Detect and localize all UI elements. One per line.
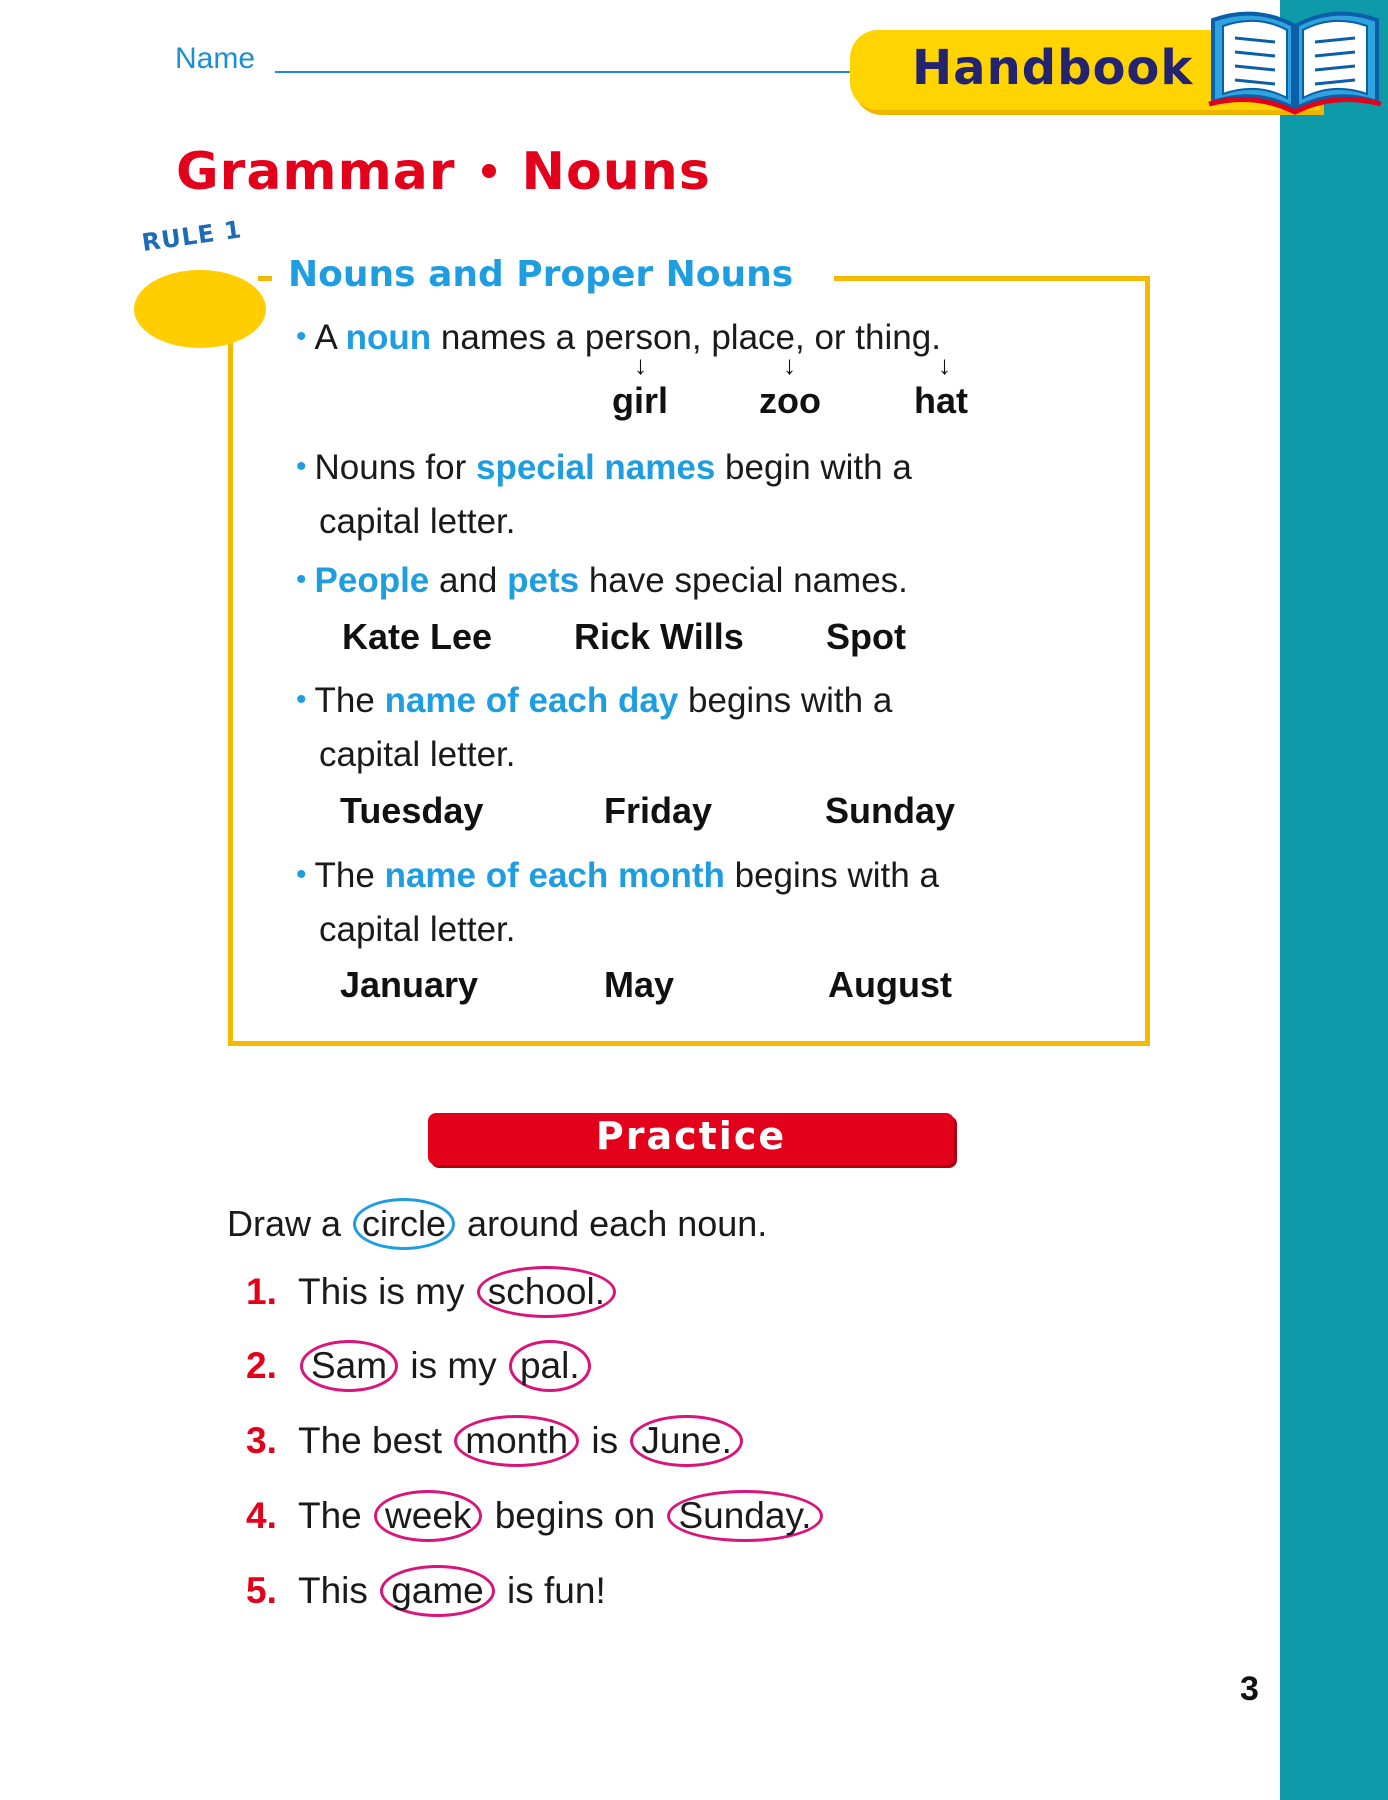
circled-noun[interactable]: school. bbox=[477, 1266, 616, 1318]
item-text: This bbox=[298, 1570, 379, 1611]
bullet-dot: • bbox=[296, 563, 307, 596]
title-bullet-dot bbox=[482, 164, 496, 178]
example-day: Tuesday bbox=[340, 790, 484, 831]
rule-bullet-5-cont: capital letter. bbox=[319, 910, 516, 949]
rule-bullet-2-cont: capital letter. bbox=[319, 502, 516, 541]
item-number: 5. bbox=[246, 1570, 277, 1611]
bullet-dot: • bbox=[296, 320, 307, 353]
item-text: is my bbox=[400, 1345, 507, 1386]
example-month: August bbox=[828, 964, 952, 1005]
arrow-down-icon: ↓ bbox=[783, 350, 796, 380]
arrow-down-icon: ↓ bbox=[938, 350, 951, 380]
practice-label: Practice bbox=[595, 1114, 787, 1158]
item-text: is bbox=[581, 1420, 629, 1461]
bullet-dot: • bbox=[296, 858, 307, 891]
example-word: zoo bbox=[759, 380, 821, 421]
example-word: hat bbox=[914, 380, 968, 421]
item-text: The bbox=[298, 1495, 373, 1536]
example-circle: circle bbox=[353, 1198, 455, 1250]
item-number: 2. bbox=[246, 1345, 277, 1386]
practice-item bbox=[246, 1565, 606, 1617]
item-text: This is my bbox=[298, 1271, 475, 1312]
title-grammar: Grammar bbox=[176, 142, 456, 202]
arrow-down-icon: ↓ bbox=[634, 350, 647, 380]
practice-instruction: Draw a circle around each noun. bbox=[227, 1198, 767, 1250]
handbook-label: Handbook bbox=[912, 40, 1194, 96]
item-number: 3. bbox=[246, 1420, 277, 1461]
bullet-dot: • bbox=[296, 683, 307, 716]
rule-heading: Nouns and Proper Nouns bbox=[288, 254, 794, 295]
circled-noun[interactable]: pal. bbox=[509, 1340, 591, 1392]
page-title bbox=[176, 142, 711, 202]
open-book-icon bbox=[1205, 0, 1385, 115]
example-name: Kate Lee bbox=[342, 616, 493, 657]
item-number: 4. bbox=[246, 1495, 277, 1536]
rule-bullet-3: • People and pets have special names. bbox=[296, 561, 908, 600]
practice-item bbox=[246, 1415, 745, 1467]
item-text: The best bbox=[298, 1420, 453, 1461]
item-number: 1. bbox=[246, 1271, 277, 1312]
rule-bullet-2: • Nouns for special names begin with a bbox=[296, 448, 912, 487]
circled-noun[interactable]: game bbox=[380, 1565, 495, 1617]
rule-bullet-5: • The name of each month begins with a bbox=[296, 856, 939, 895]
rule-bullet-4: • The name of each day begins with a bbox=[296, 681, 893, 720]
page-number: 3 bbox=[1240, 1670, 1259, 1708]
example-name: Spot bbox=[826, 616, 906, 657]
example-month: May bbox=[604, 964, 675, 1005]
rule-bullet-4-cont: capital letter. bbox=[319, 735, 516, 774]
practice-item bbox=[246, 1340, 593, 1392]
example-day: Friday bbox=[604, 790, 713, 831]
title-nouns: Nouns bbox=[521, 142, 711, 202]
practice-item bbox=[246, 1266, 618, 1318]
example-month: January bbox=[340, 964, 479, 1005]
example-word: girl bbox=[612, 380, 669, 421]
rule-badge bbox=[134, 270, 266, 348]
circled-noun[interactable]: Sunday. bbox=[667, 1490, 822, 1542]
item-text: is fun! bbox=[496, 1570, 606, 1611]
side-strip bbox=[1280, 0, 1388, 1800]
name-label: Name bbox=[175, 42, 256, 75]
practice-item bbox=[246, 1490, 825, 1542]
rule-label: RULE 1 bbox=[140, 215, 244, 257]
circled-noun[interactable]: month bbox=[454, 1415, 579, 1467]
circled-noun[interactable]: week bbox=[374, 1490, 482, 1542]
name-line[interactable] bbox=[275, 71, 865, 73]
rule-dash bbox=[258, 276, 272, 281]
item-text: begins on bbox=[484, 1495, 666, 1536]
example-name: Rick Wills bbox=[574, 616, 744, 657]
example-day: Sunday bbox=[825, 790, 956, 831]
rule-bullet-1: • A noun names a person, place, or thing. bbox=[296, 318, 941, 357]
circled-noun[interactable]: Sam bbox=[300, 1340, 398, 1392]
circled-noun[interactable]: June. bbox=[630, 1415, 743, 1467]
bullet-dot: • bbox=[296, 450, 307, 483]
